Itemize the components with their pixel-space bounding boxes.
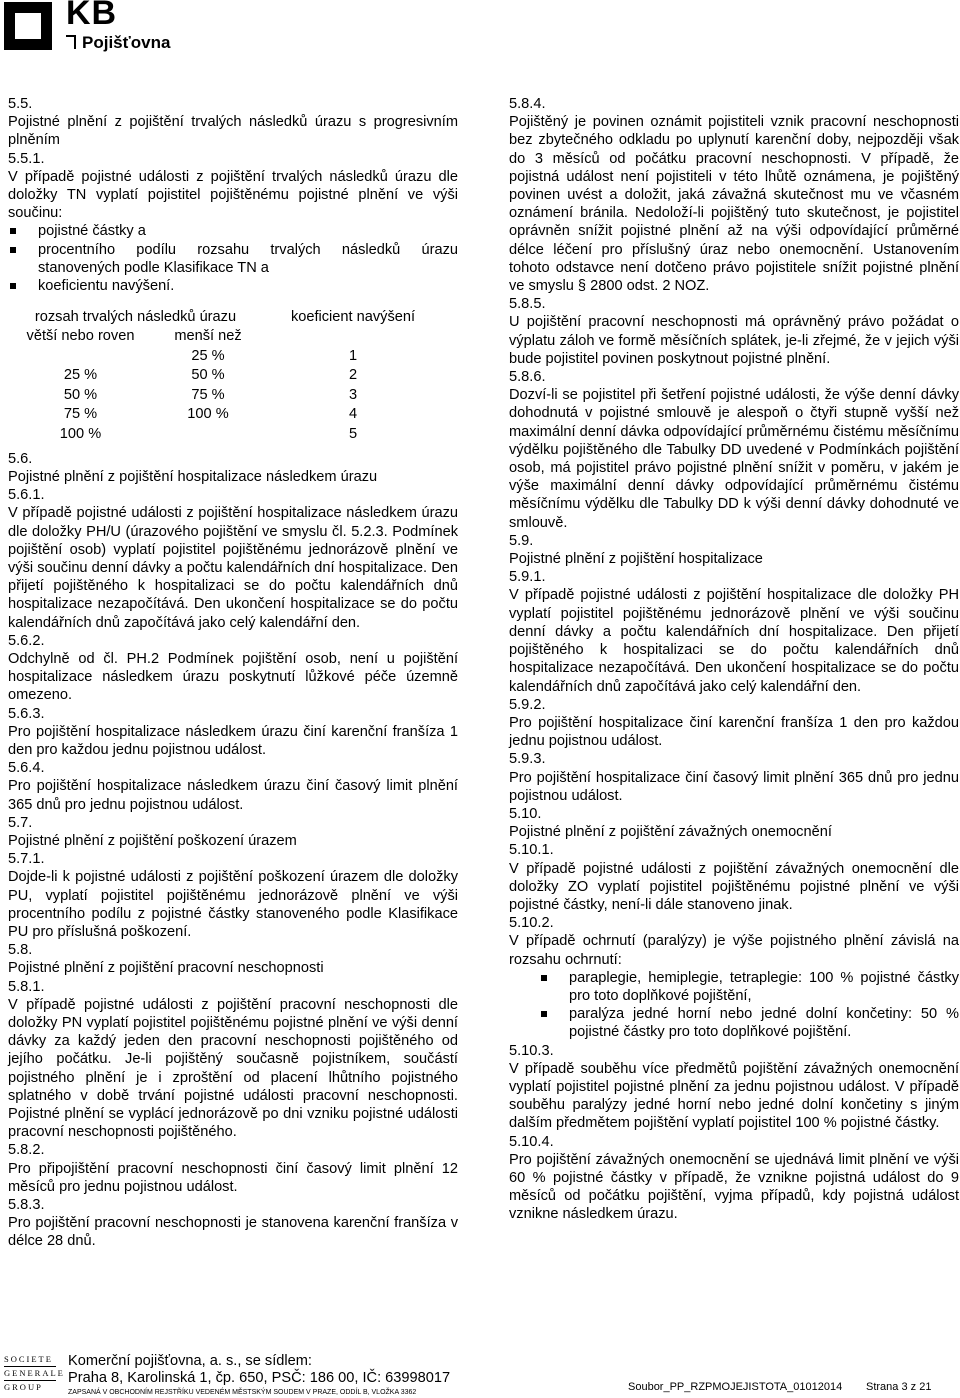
paragraph: Odchylně od čl. PH.2 Podmínek pojištění osob, není u pojištění hospitalizace následkem úrazu poskytnutí lůžkové péče územně omezeno. bbox=[8, 650, 458, 704]
bullet-item: paralýza jedné horní nebo jedné dolní končetiny: 50 % pojistné částky pro toto doplňkové pojištění. bbox=[509, 1005, 959, 1041]
paragraph: Pro pojištění pracovní neschopnosti je stanovena karenční franšíza v délce 28 dnů. bbox=[8, 1215, 458, 1250]
paragraph: Pojištěný je povinen oznámit pojistiteli vznik pracovní neschopnosti bez zbytečného odkladu po uplynutí karenční doby, nejpozději však do 3 měsíců od počátku pracovní neschopnosti. V případě, že pojistná událost není pojistiteli v této lhůtě oznámena, je pojištěný povinen uvést a doložit, jaká závažná skutečnost mu ve včasném oznámení bránila. Nedoloží-li pojištěný tuto skutečnost, je pojistitel oprávněn snížit pojistné plnění až na výši odpovídající průměrné délce léčení pro příslušný úraz nebo onemocnění. Ustanovením tohoto odstavce není dotčeno právo pojistitele snížit pojistné plnění ve smyslu § 2800 odst. 2 NOZ. bbox=[509, 114, 959, 295]
table-cell: 75 % bbox=[191, 386, 225, 403]
coefficient-table bbox=[8, 307, 443, 444]
table-cell: 50 % bbox=[63, 386, 98, 403]
table-row bbox=[8, 405, 443, 425]
left-column bbox=[8, 95, 458, 1251]
section-title: Pojistné plnění z pojištění pracovní neschopnosti bbox=[8, 960, 324, 977]
table-cell: 25 % bbox=[191, 347, 225, 364]
footer-file-name: Soubor_PP_RZPMOJEJISTOTA_01012014 bbox=[628, 1381, 843, 1393]
right-column bbox=[509, 95, 959, 1224]
section-number: 5.10.4. bbox=[509, 1133, 554, 1150]
paragraph: Pro pojištění hospitalizace činí karenční franšíza 1 den pro každou jednu pojistnou událost. bbox=[509, 714, 959, 750]
section-number: 5.7.1. bbox=[8, 851, 45, 868]
section-number: 5.9.2. bbox=[509, 696, 546, 713]
section-number: 5.9.3. bbox=[509, 751, 546, 768]
paragraph: Dozví-li se pojistitel při šetření pojistné události, že výše denní dávky dohodnutá v pojistné smlouvě je alespoň o čtyři stupně vyšší než maximální denní dávka odpovídající průměrnému čistému měsíčnímu výdělku pojištěného dle Tabulky DD uvedené v Podmínkách pojištění osob, má pojistitel právo pojistné plnění snížit v poměru, v jakém je výše maximální denní dávky odpovídající průměrnému čistému měsíčnímu výdělku dle Tabulky DD k výši denní dávky dohodnuté ve smlouvě. bbox=[509, 387, 959, 531]
section-number: 5.9. bbox=[509, 532, 534, 549]
table-cell: 50 % bbox=[191, 367, 225, 384]
section-number: 5.9.1. bbox=[509, 569, 546, 586]
section-number: 5.5. bbox=[8, 96, 33, 112]
section-number: 5.10.3. bbox=[509, 1042, 554, 1059]
paragraph: V případě pojistné události z pojištění hospitalizace následkem úrazu dle doložky PH/U (úrazového pojištění ve smyslu čl. 5.2.3. Podmínek pojištění osob) vyplatí pojistitel pojištěnému jednorázově plnění ve výši součinu denní dávky a počtu kalendářních dní hospitalizace. Den přijetí pojištěného k hospitalizaci se do počtu kalendářních dnů hospitalizace nezapočítává. Den ukončení hospitalizace se do počtu kalendářních dnů započítává jako celý kalendářní den. bbox=[8, 505, 458, 631]
paragraph: V případě pojistné události z pojištění závažných onemocnění dle doložky ZO vyplatí pojistitel pojištěnému pojistné plnění ve výši pojistné částky, není-li dále stanoveno jinak. bbox=[509, 860, 959, 913]
bullet-list bbox=[509, 969, 959, 1042]
table-cell: 2 bbox=[348, 367, 358, 384]
section-number: 5.8.4. bbox=[509, 96, 546, 112]
paragraph: V případě ochrnutí (paralýzy) je výše pojistného plnění závislá na rozsahu ochrnutí: bbox=[509, 933, 959, 968]
table-row bbox=[8, 366, 443, 386]
table-cell: 100 % bbox=[187, 406, 229, 423]
sg-logo-line: GROUP bbox=[4, 1382, 43, 1392]
section-title: Pojistné plnění z pojištění hospitalizace následkem úrazu bbox=[8, 468, 378, 485]
sg-logo-divider bbox=[4, 1366, 56, 1367]
section-number: 5.6.3. bbox=[8, 705, 45, 722]
bullet-item: koeficientu navýšení. bbox=[8, 277, 458, 295]
table-subheader-to: menší než bbox=[174, 328, 242, 345]
paragraph: V případě pojistné události z pojištění hospitalizace dle doložky PH vyplatí pojistitel pojištěnému jednorázově plnění ve výši součinu denní dávky a počtu kalendářních dní hospitalizace. Den přijetí pojištěného k hospitalizaci se do počtu kalendářních dnů hospitalizace nezapočítává. Den ukončení hospitalizace se do počtu kalendářních dnů započítává jako celý kalendářní den. bbox=[509, 587, 959, 695]
paragraph: Dojde-li k pojistné události z pojištění poškození úrazem dle doložky PU, vyplatí pojistitel pojištěnému jednorázově plnění ve výši procentního podílu z pojistné částky stanoveného podle Klasifikace PU pro příslušná poškození. bbox=[8, 869, 458, 941]
section-number: 5.8.5. bbox=[509, 296, 546, 313]
section-number: 5.8.2. bbox=[8, 1142, 45, 1159]
section-title: Pojistné plnění z pojištění hospitalizace bbox=[509, 551, 763, 568]
footer-page-number: Strana 3 z 21 bbox=[866, 1381, 932, 1393]
table-row bbox=[8, 385, 443, 405]
logo-subtitle bbox=[66, 34, 170, 52]
footer-register: ZAPSANÁ V OBCHODNÍM REJSTŘÍKU VEDENÉM MĚSTSKÝM SOUDEM V PRAZE, ODDÍL B, VLOŽKA 3362 bbox=[68, 1389, 417, 1396]
sg-logo-divider bbox=[4, 1380, 56, 1381]
section-number: 5.6.1. bbox=[8, 487, 45, 504]
bullet-list bbox=[8, 222, 458, 295]
table-cell: 3 bbox=[348, 386, 358, 403]
table-cell bbox=[153, 424, 263, 444]
sg-logo-line: SOCIETE bbox=[4, 1354, 53, 1364]
table-header-row bbox=[8, 307, 443, 327]
kb-logo bbox=[4, 2, 204, 56]
section-number: 5.8. bbox=[8, 942, 33, 959]
bullet-item: procentního podílu rozsahu trvalých následků úrazu stanovených podle Klasifikace TN a bbox=[8, 241, 458, 277]
table-cell: 1 bbox=[348, 347, 358, 364]
section-number: 5.8.6. bbox=[509, 369, 546, 386]
section-number: 5.8.1. bbox=[8, 978, 45, 995]
section-number: 5.10.1. bbox=[509, 842, 554, 859]
paragraph: U pojištění pracovní neschopnosti má oprávněný právo požádat o výplatu záloh ve formě měsíčních splátek, je-li zřejmé, že v jejich výši bude pojistitel povinen poskytnout pojistné plnění. bbox=[509, 314, 959, 367]
table-cell bbox=[8, 346, 153, 366]
paragraph: Pro pojištění závažných onemocnění se ujednává limit plnění ve výši 60 % pojistné částky v případě, že vznikne pojistná událost do 9 měsíců od počátku pojištění, vyjma případů, kdy pojistná událost vznikne následkem úrazu. bbox=[509, 1151, 959, 1223]
table-cell: 75 % bbox=[63, 406, 98, 423]
table-header-range: rozsah trvalých následků úrazu bbox=[34, 308, 237, 325]
section-number: 5.6.2. bbox=[8, 632, 45, 649]
logo-subtitle-text: Pojišťovna bbox=[82, 33, 171, 52]
paragraph: Pro pojištění hospitalizace následkem úrazu činí karenční franšíza 1 den pro každou jednu pojistnou událost. bbox=[8, 723, 458, 758]
bullet-item: paraplegie, hemiplegie, tetraplegie: 100 % pojistné částky pro toto doplňkové pojištění, bbox=[509, 969, 959, 1005]
table-cell: 4 bbox=[348, 406, 358, 423]
page-footer bbox=[0, 1350, 960, 1398]
paragraph: Pro připojištění pracovní neschopnosti činí časový limit plnění 12 měsíců pro jednu pojistnou událost. bbox=[8, 1160, 458, 1195]
table-row bbox=[8, 424, 443, 444]
section-number: 5.6. bbox=[8, 450, 33, 467]
paragraph: V případě souběhu více předmětů pojištění závažných onemocnění vyplatí pojistitel pojistné plnění za jednu pojistnou událost. V případě souběhu paralýzy jedné horní nebo jedné dolní končetiny s jiným dalším předmětem pojištění vyplatí pojistitel 100 % pojistné částky. bbox=[509, 1060, 959, 1132]
table-header-coefficient: koeficient navýšení bbox=[290, 308, 416, 325]
paragraph: V případě pojistné události z pojištění trvalých následků úrazu dle doložky TN vyplatí pojistitel pojištěnému pojistné plnění ve výši součinu: bbox=[8, 168, 458, 222]
table-row bbox=[8, 346, 443, 366]
table-subheader-row bbox=[8, 327, 443, 347]
paragraph: Pro pojištění hospitalizace následkem úrazu činí časový limit plnění 365 dnů pro jednu pojistnou událost. bbox=[8, 778, 458, 813]
section-number: 5.10. bbox=[509, 805, 542, 822]
sg-logo-line: GENERALE bbox=[4, 1368, 65, 1378]
section-number: 5.10.2. bbox=[509, 915, 554, 932]
logo-square-icon bbox=[4, 2, 52, 50]
logo-kb-text: KB bbox=[66, 0, 118, 32]
societe-generale-logo bbox=[4, 1354, 65, 1393]
section-number: 5.5.1. bbox=[8, 150, 45, 167]
table-cell: 25 % bbox=[63, 367, 98, 384]
bullet-item: pojistné částky a bbox=[8, 222, 458, 240]
section-number: 5.6.4. bbox=[8, 760, 45, 777]
section-title: Pojistné plnění z pojištění trvalých následků úrazu s progresivním plněním bbox=[8, 114, 458, 149]
section-title: Pojistné plnění z pojištění poškození úrazem bbox=[8, 833, 297, 849]
footer-address: Praha 8, Karolinská 1, čp. 650, PSČ: 186 00, IČ: 63998017 bbox=[68, 1370, 451, 1386]
section-number: 5.7. bbox=[8, 814, 33, 831]
section-title: Pojistné plnění z pojištění závažných onemocnění bbox=[509, 824, 832, 841]
footer-company: Komerční pojišťovna, a. s., se sídlem: bbox=[68, 1353, 312, 1369]
section-number: 5.8.3. bbox=[8, 1197, 45, 1214]
corner-mark-icon bbox=[66, 35, 76, 49]
paragraph: V případě pojistné události z pojištění pracovní neschopnosti dle doložky PN vyplatí pojistitel pojištěnému pojistné plnění ve výši denní dávky za každý jeden den pracovní neschopnosti pojištěného od jejího počátku. Je-li pojištěný současně pojistníkem, součástí pojistného plnění je i zproštění od placení lhůtního pojistného splatného v době trvání pojistné události pracovní neschopnosti. Pojistné plnění se vyplácí jednorázově po dni vzniku pojistné události pracovní neschopnosti pojištěného. bbox=[8, 996, 458, 1141]
paragraph: Pro pojištění hospitalizace činí časový limit plnění 365 dnů pro jednu pojistnou událost. bbox=[509, 769, 959, 804]
table-cell: 5 bbox=[348, 425, 358, 442]
table-subheader-from: větší nebo roven bbox=[26, 328, 135, 345]
table-cell: 100 % bbox=[59, 425, 102, 442]
